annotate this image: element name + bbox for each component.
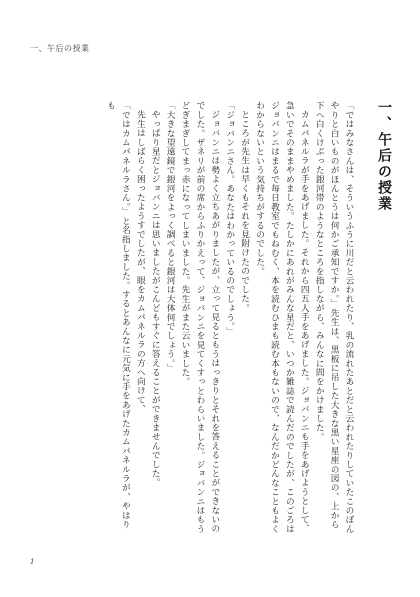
paragraph: 「ではカムパネルラさん。」と名指しました。するとあんなに元気に手をあげたカムパネルラが、やはりも [105,101,131,530]
paragraph: 「ではみなさんは、そういうふうに川だと云われたり、乳の流れたあとだと云われたりしていたこのぼんやりと白いものがほんとうは何かご承知ですか。」先生は、黒板に吊した大きな黒い星座の図の、上から下へ白くけぶった銀河帯のようなところを指しながら、みんなに問をかけました。 [314,101,354,534]
paragraph: ところが先生は早くもそれを見附けたのでした。 [239,109,250,313]
paragraph: やっぱり星だとジョバンニは思いましたがこんどもすぐに答えることができませんでした。 [150,109,161,487]
paragraph: 先生はしばらく困ったようすでしたが、眼をカムパネルラの方へ向けて、 [135,109,146,414]
paragraph: カムパネルラが手をあげました。それから四五人手をあげました。ジョバンニも手をあげようとして、急いでそのままやめました。たしかにあれがみんな星だと、いつか雑誌で読んだのでしたが、このごろはジョバンニはまるで毎日教室でもねむく、本を読むひまも読む本もないので、なんだかどんなこともよくわからないという気持ちがするのでした。 [254,101,310,534]
chapter-title: 一、午后の授業 [376,100,392,212]
body-text [103,101,356,537]
running-header: 一、午后の授業 [30,44,90,53]
paragraph: ジョバンニは勢よく立ちあがりましたが、立って見るともうはっきりとそれを答えることができないのでした。ザネリが前の席からふりかえって、ジョバンニを見てくすっとわらいました。ジョバンニはもうどぎまぎしてまっ赤になってしまいました。先生がまた云いました。 [180,101,220,534]
paragraph: 「大きな望遠鏡で銀河をよっく調べると銀河は大体何でしょう。」 [165,101,176,373]
paragraph: 「ジョバンニさん。あなたはわかっているのでしょう。」 [224,101,235,336]
page-number: 1 [30,558,35,566]
